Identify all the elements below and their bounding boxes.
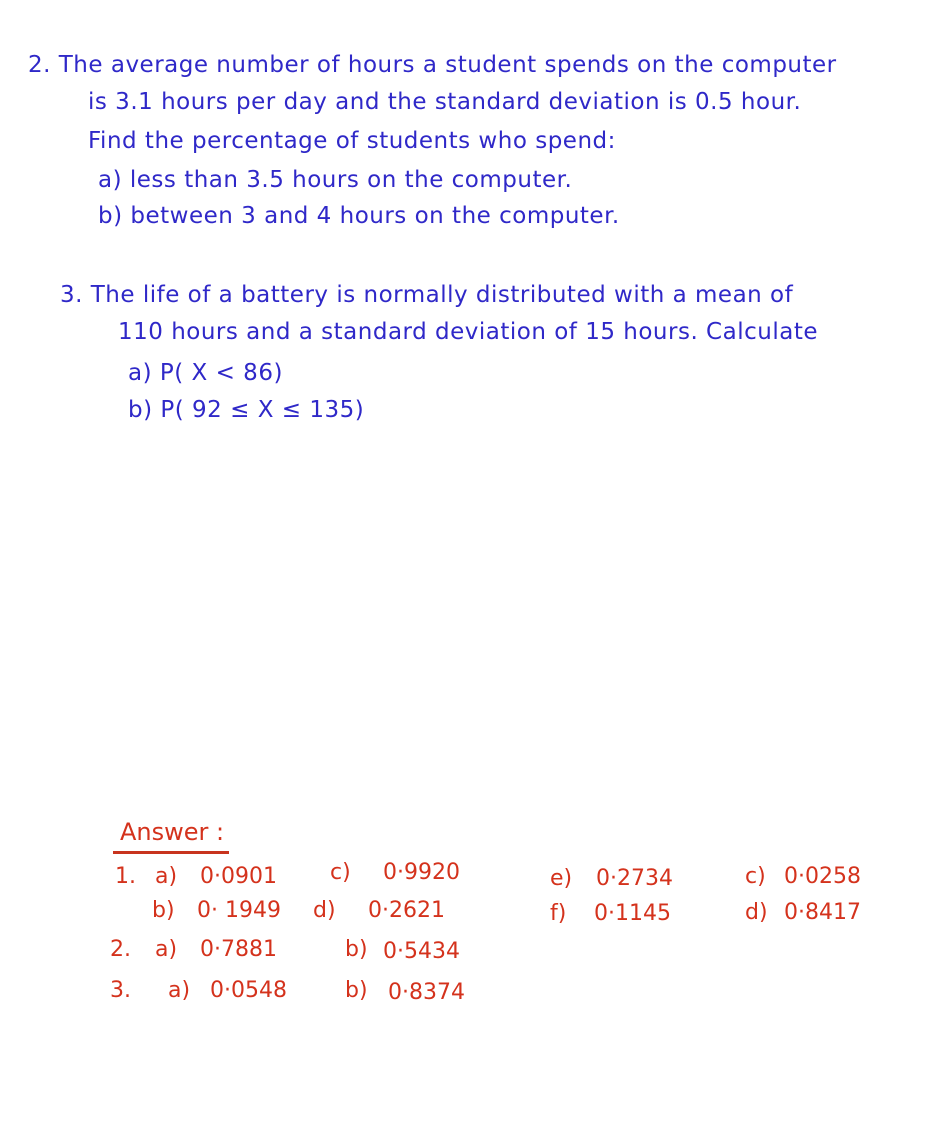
answer-value: 0·7881 [200,937,277,962]
answer-part: b) [345,978,368,1003]
answer-q3-label: 3. [110,978,131,1003]
answer-underline [113,851,229,854]
answer-part: a) [155,937,178,962]
q2-part-b: b) between 3 and 4 hours on the computer. [98,203,620,229]
answer-part: f) [550,901,567,926]
answer-part: c) [330,860,351,885]
answer-value: 0·0548 [210,978,287,1003]
answer-value: 0·2734 [596,866,673,891]
answer-part: a) [168,978,191,1003]
answer-part: b) [345,937,368,962]
q3-line-1: 3. The life of a battery is normally distributed with a mean of [60,282,794,308]
answer-value: 0·1145 [594,901,671,926]
answer-part: c) [745,864,766,889]
answer-value: 0·0258 [784,864,861,889]
q3-line-2: 110 hours and a standard deviation of 15 hours. Calculate [118,319,818,345]
answer-value: 0·2621 [368,898,445,923]
answer-part: b) [152,898,175,923]
q2-part-a: a) less than 3.5 hours on the computer. [98,167,573,193]
answer-heading: Answer : [120,818,225,846]
answer-part: d) [745,900,768,925]
answer-part: d) [313,898,336,923]
answer-part: e) [550,866,573,891]
answer-value: 0·8374 [388,980,465,1005]
q2-line-3: Find the percentage of students who spend: [88,128,616,154]
q2-line-2: is 3.1 hours per day and the standard deviation is 0.5 hour. [88,89,802,115]
answer-value: 0·5434 [383,939,460,964]
answer-part: a) [155,864,178,889]
answer-q1-label: 1. [115,864,136,889]
q3-part-a: a) P( X < 86) [128,360,283,386]
answer-value: 0· 1949 [197,898,281,923]
answer-value: 0·9920 [383,860,460,885]
answer-value: 0·8417 [784,900,861,925]
answer-q2-label: 2. [110,937,131,962]
q2-line-1: 2. The average number of hours a student spends on the computer [28,52,837,78]
answer-value: 0·0901 [200,864,277,889]
q3-part-b: b) P( 92 ≤ X ≤ 135) [128,397,365,423]
